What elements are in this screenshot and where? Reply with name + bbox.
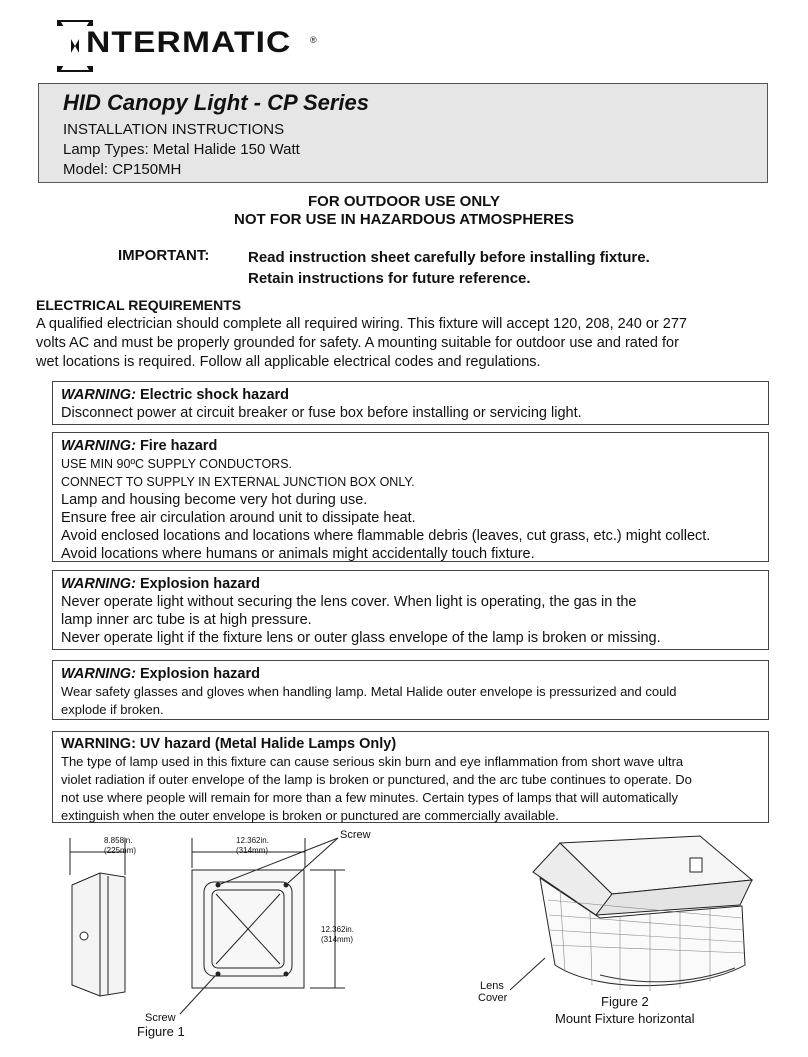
warning-line: extinguish when the outer envelope is broken or punctured are commercially available. — [61, 808, 559, 823]
warning-prefix: WARNING: — [61, 438, 136, 454]
body-line: wet locations is required. Follow all applicable electrical codes and regulations. — [36, 354, 541, 370]
dim-front-width-mm: (314mm) — [236, 846, 269, 855]
lens-label: Lens — [480, 980, 504, 992]
warning-prefix: WARNING: — [61, 387, 136, 403]
important-label: IMPORTANT: — [118, 247, 210, 264]
warning-uv-box — [52, 731, 769, 823]
warning-line: lamp inner arc tube is at high pressure. — [61, 612, 312, 628]
warning-heading: WARNING: UV hazard (Metal Halide Lamps Only) — [61, 736, 397, 752]
warning-line: Avoid locations where humans or animals might accidentally touch fixture. — [61, 546, 535, 562]
warning-explosion-lamp-box — [52, 660, 769, 720]
warning-line: Never operate light if the fixture lens or outer glass envelope of the lamp is broken or missing. — [61, 630, 661, 646]
dim-side-width: 8.858in. — [104, 836, 133, 845]
screw-label-bottom: Screw — [145, 1012, 176, 1024]
important-text — [248, 247, 650, 289]
figure2-caption: Figure 2 — [601, 994, 649, 1009]
dim-front-width: 12.362in. — [236, 836, 269, 845]
warning-line: explode if broken. — [61, 702, 164, 717]
warning-line: Never operate light without securing the lens cover. When light is operating, the gas in the — [61, 594, 637, 610]
dim-height: 12.362in. — [321, 925, 354, 934]
warning-line: Avoid enclosed locations and locations where flammable debris (leaves, cut grass, etc.) might collect. — [61, 528, 711, 544]
warning-line: Wear safety glasses and gloves when handling lamp. Metal Halide outer envelope is pressurized and could — [61, 684, 677, 699]
registered-mark: ® — [310, 35, 317, 45]
title-line: Lamp Types: Metal Halide 150 Watt — [63, 141, 300, 158]
figure2-subcaption: Mount Fixture horizontal — [555, 1011, 695, 1026]
figure1-drawing — [70, 838, 345, 1014]
figure1-caption: Figure 1 — [137, 1024, 185, 1039]
warning-shock-box — [52, 381, 769, 425]
warning-line: The type of lamp used in this fixture can cause serious skin burn and eye inflammation from short wave ultra — [61, 754, 684, 769]
electrical-heading: ELECTRICAL REQUIREMENTS — [36, 297, 242, 313]
outdoor-notice: FOR OUTDOOR USE ONLY — [308, 193, 500, 210]
document-title: HID Canopy Light - CP Series — [63, 90, 370, 115]
brand-wordmark: NTERMATIC — [86, 26, 292, 59]
warning-heading — [61, 437, 760, 455]
screw-label-top: Screw — [340, 829, 371, 841]
dim-height-mm: (314mm) — [321, 935, 354, 944]
cover-label: Cover — [478, 992, 508, 1004]
warning-line: Lamp and housing become very hot during use. — [61, 492, 368, 508]
hazard-notice: NOT FOR USE IN HAZARDOUS ATMOSPHERES — [233, 211, 574, 228]
warning-title: Explosion hazard — [135, 666, 261, 682]
warning-title: Fire hazard — [135, 438, 218, 454]
warning-line: Disconnect power at circuit breaker or fuse box before installing or servicing light. — [61, 405, 582, 421]
title-line: INSTALLATION INSTRUCTIONS — [63, 121, 285, 138]
warning-title: Explosion hazard — [135, 576, 261, 592]
figure2-drawing — [510, 836, 752, 991]
warning-fire-box — [52, 432, 769, 562]
title-line: Model: CP150MH — [63, 161, 182, 178]
warning-title: Electric shock hazard — [135, 387, 290, 403]
important-line: Read instruction sheet carefully before installing fixture. — [248, 249, 650, 266]
warning-prefix: WARNING: — [61, 576, 136, 592]
body-line: volts AC and must be properly grounded for safety. A mounting suitable for outdoor use and rated for — [36, 335, 679, 351]
warning-line: Ensure free air circulation around unit to dissipate heat. — [61, 510, 416, 526]
warning-heading — [61, 665, 760, 683]
warning-heading — [61, 386, 760, 404]
electrical-body — [36, 315, 756, 372]
warning-caps-line: CONNECT TO SUPPLY IN EXTERNAL JUNCTION BOX ONLY. — [61, 475, 415, 489]
body-line: A qualified electrician should complete all required wiring. This fixture will accept 120, 208, 240 or 277 — [36, 316, 687, 332]
warning-explosion-box — [52, 570, 769, 650]
title-box — [38, 83, 768, 183]
dim-side-width-mm: (225mm) — [104, 846, 137, 855]
warning-caps-line: USE MIN 90ºC SUPPLY CONDUCTORS. — [61, 457, 293, 471]
warning-heading — [61, 575, 760, 593]
important-line: Retain instructions for future reference. — [248, 270, 531, 287]
warning-line: violet radiation if outer envelope of the lamp is broken or punctured, and the arc tube continues to operate. Do — [61, 772, 692, 787]
warning-prefix: WARNING: — [61, 666, 136, 682]
warning-line: not use where people will remain for more than a few minutes. Certain types of lamps that will automatically — [61, 790, 679, 805]
